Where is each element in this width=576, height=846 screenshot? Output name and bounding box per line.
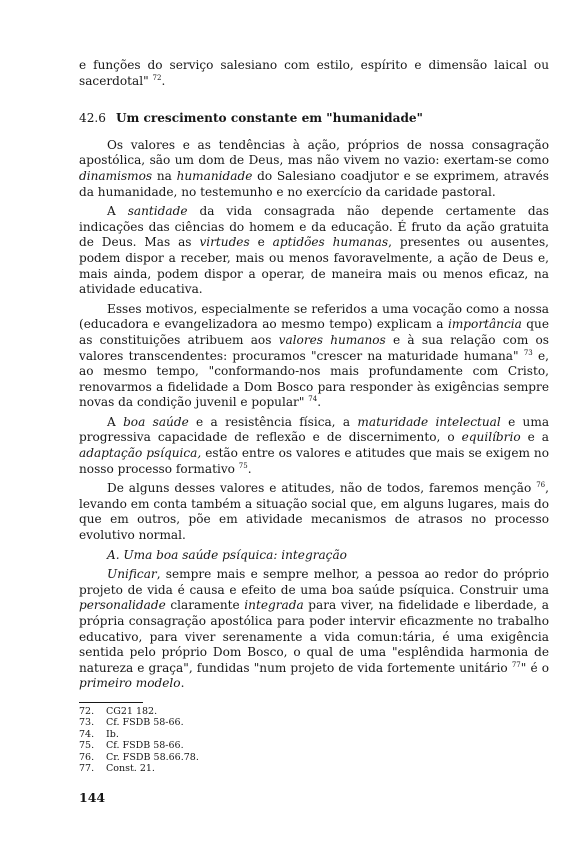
section-title: Um crescimento constante em "humanidade" [115, 111, 423, 126]
paragraph-1: Os valores e as tendências à ação, próprios de nossa consagração apostólica, são um dom de Deus, mas não vivem no vazio: exertam-se como dinamismos na humanidade do Salesiano coadjutor e se exprimem, através da humanidade, no testemunho e no exercício da caridade pastoral. [79, 137, 549, 199]
footnote-73: 73. Cf. FSDB 58-66. [79, 717, 184, 729]
footnote-divider [79, 702, 143, 703]
footnote-ref-73: 73 [523, 348, 533, 357]
intro-paragraph: e funções do serviço salesiano com estilo, espírito e dimensão laical ou sacerdotal" $^{72}$. [79, 58, 549, 88]
footnotes [79, 706, 549, 774]
page-body [79, 58, 549, 805]
footnote-ref-77: 77 [511, 660, 521, 669]
footnote-76: 76. Cr. FSDB 58.66.78. [79, 751, 199, 763]
paragraph-4: A boa saúde e a resistência física, a maturidade intelectual e uma progressiva capacidade de reflexão e de discernimento, o equilíbrio e a adaptação psíquica, estão entre os valores e atitudes que mais se exigem no nosso processo formativo $^{75}$. [79, 414, 550, 476]
footnote-ref-72: 72 [152, 73, 162, 82]
paragraph-3: Esses motivos, especialmente se referidos a uma vocação como a nossa (educadora e evangelizadora ao mesmo tempo) explicam a importância que as constituições atribuem aos valores humanos e à sua relação com os valores transcendentes: procuramos "crescer na maturidade humana" $^{73}$ e, ao mesmo tempo, "conformando-nos mais profundamente com Cristo, renovarmos a fidelidade a Dom Bosco para responder às exigências sempre novas da condição juvenil e popular" $^{74}$. [79, 301, 550, 410]
paragraph-6: Unificar, sempre mais e sempre melhor, a pessoa ao redor do próprio projeto de vida é causa e efeito de uma boa saúde psíquica. Construir uma personalidade claramente integrada para viver, na fidelidade e liberdade, a própria consagração apostólica para poder intervir eficazmente no trabalho educativo, para viver serenamente a vida comun:tária, é uma exigência sentida pelo próprio Dom Bosco, o qual de uma "esplêndida harmonia de natureza e graça", fundidas "num projeto de vida fortemente unitário $^{77}$" é o primeiro modelo. [79, 567, 549, 691]
footnote-75: 75. Cf. FSDB 58-66. [79, 740, 184, 752]
footnote-72: 72. CG21 182. [79, 705, 158, 717]
footnote-77: 77. Const. 21. [79, 763, 155, 774]
section-number: 42.6 [79, 111, 106, 126]
paragraph-5: De alguns desses valores e atitudes, não de todos, faremos menção $^{76}$, levando em conta também a situação social que, em alguns lugares, mais do que em outros, põe em atividade mecanismos de atrasos no processo evolutivo normal. [79, 481, 549, 543]
footnote-ref-75: 75 [238, 461, 248, 470]
paragraph-2: A santidade da vida consagrada não depende certamente das indicações das ciências do homem e da educação. É fruto da ação gratuita de Deus. Mas as virtudes e aptidões humanas, presentes ou ausentes, podem dispor a receber, mais ou menos favoravelmente, a ação de Deus e, mais ainda, podem dispor a operar, de maneira mais ou menos eficaz, na atividade educativa. [79, 204, 550, 297]
footnote-ref-76: 76 [536, 481, 546, 490]
section-heading [79, 111, 549, 127]
footnote-74: 74. Ib. [79, 728, 119, 740]
footnote-ref-74: 74 [308, 395, 318, 404]
subheading: A. Uma boa saúde psíquica: integração [107, 547, 347, 562]
page-number: 144 [79, 790, 106, 806]
